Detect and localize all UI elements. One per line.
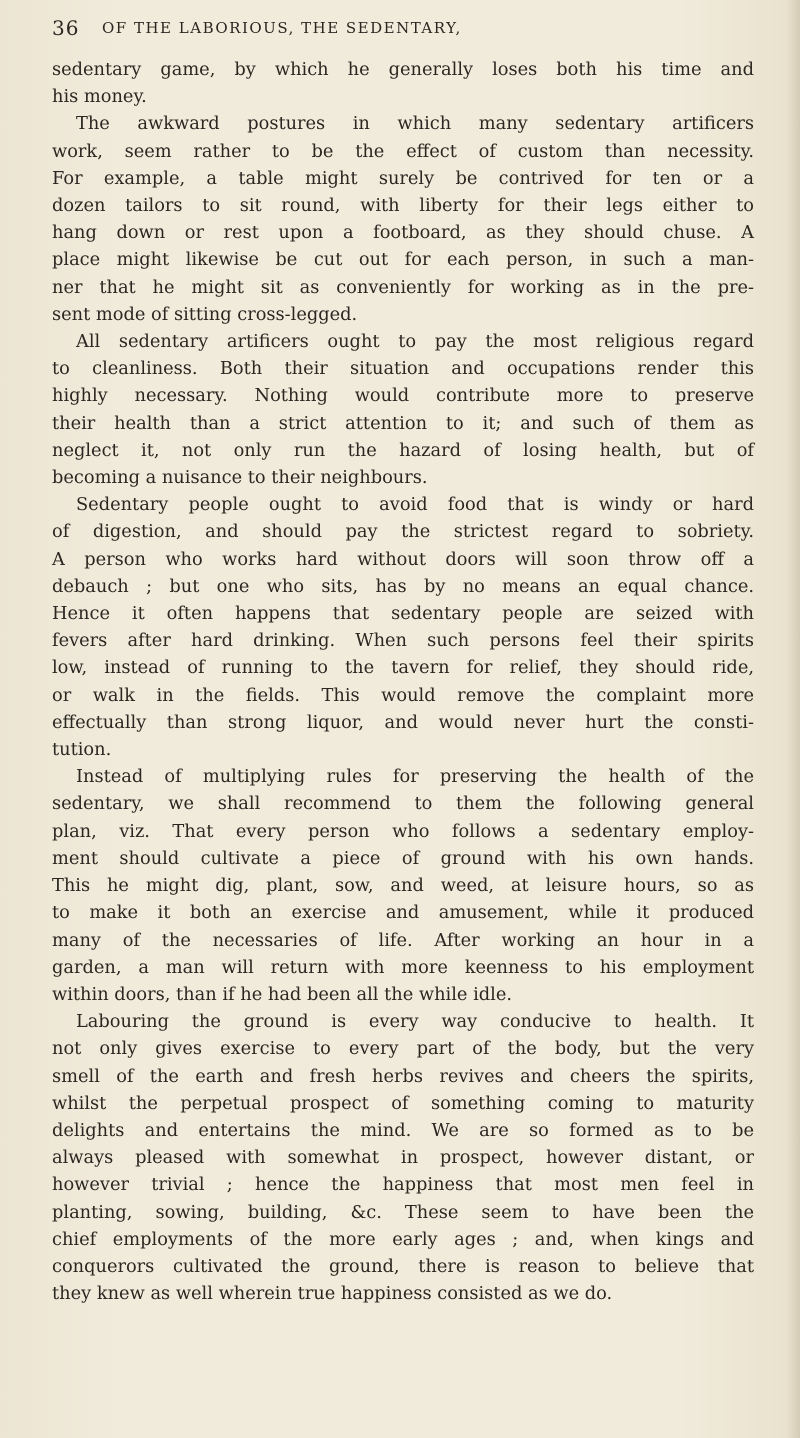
text-line: Hence it often happens that sedentary people are seized with [52, 603, 754, 625]
text-line: The awkward postures in which many sedentary artificers [76, 113, 754, 135]
text-line: always pleased with somewhat in prospect, however distant, or [52, 1147, 754, 1169]
text-line: smell of the earth and fresh herbs revives and cheers the spirits, [52, 1065, 754, 1087]
text-line: neglect it, not only run the hazard of losing health, but of [52, 439, 754, 461]
text-line: sent mode of sitting cross-legged. [52, 303, 358, 325]
text-line: chief employments of the more early ages ; and, when kings and [52, 1228, 754, 1250]
text-line: however trivial ; hence the happiness that most men feel in [52, 1174, 754, 1196]
text-line: Sedentary people ought to avoid food that is windy or hard [76, 494, 754, 516]
text-line: highly necessary. Nothing would contribute more to preserve [52, 385, 754, 407]
text-line: planting, sowing, building, &c. These seem to have been the [52, 1201, 754, 1223]
text-line: plan, viz. That every person who follows a sedentary employ- [52, 820, 754, 842]
text-line: their health than a strict attention to it; and such of them as [52, 412, 754, 434]
text-line: whilst the perpetual prospect of something coming to maturity [52, 1092, 754, 1114]
text-line: becoming a nuisance to their neighbours. [52, 467, 428, 489]
text-line: ment should cultivate a piece of ground with his own hands. [52, 847, 754, 869]
text-line: tution. [52, 739, 112, 761]
page-edge-shadow [786, 0, 800, 1438]
text-line: work, seem rather to be the effect of custom than necessity. [52, 140, 754, 162]
text-line: fevers after hard drinking. When such persons feel their spirits [52, 630, 754, 652]
page-number: 36 [52, 16, 80, 40]
text-line: ner that he might sit as conveniently for working as in the pre- [52, 276, 754, 298]
text-line: delights and entertains the mind. We are so formed as to be [52, 1119, 754, 1141]
text-line: This he might dig, plant, sow, and weed, at leisure hours, so as [52, 875, 754, 897]
text-line: within doors, than if he had been all the while idle. [52, 983, 513, 1005]
text-line: effectually than strong liquor, and would never hurt the consti- [52, 711, 754, 733]
text-line: to cleanliness. Both their situation and occupations render this [52, 358, 754, 380]
text-line: of digestion, and should pay the strictest regard to sobriety. [52, 521, 754, 543]
text-line: to make it both an exercise and amusement, while it produced [52, 902, 754, 924]
text-line: or walk in the fields. This would remove the complaint more [52, 684, 754, 706]
text-line: sedentary game, by which he generally loses both his time and [52, 59, 754, 80]
text-line: garden, a man will return with more keenness to his employment [52, 956, 754, 978]
text-line: place might likewise be cut out for each person, in such a man- [52, 249, 754, 271]
text-line: Instead of multiplying rules for preserving the health of the [76, 766, 754, 788]
text-line: sedentary, we shall recommend to them the following general [52, 793, 754, 815]
text-line: they knew as well wherein true happiness consisted as we do. [52, 1283, 613, 1305]
text-line: All sedentary artificers ought to pay the most religious regard [76, 331, 754, 353]
text-line: dozen tailors to sit round, with liberty for their legs either to [52, 195, 754, 217]
text-line: not only gives exercise to every part of the body, but the very [52, 1038, 754, 1060]
text-line: A person who works hard without doors will soon throw off a [52, 548, 754, 570]
text-line: his money. [52, 86, 147, 108]
text-line: debauch ; but one who sits, has by no means an equal chance. [52, 575, 754, 597]
text-line: Labouring the ground is every way conducive to health. It [76, 1011, 754, 1033]
text-line: many of the necessaries of life. After working an hour in a [52, 929, 754, 951]
text-line: low, instead of running to the tavern for relief, they should ride, [52, 657, 754, 679]
running-title: OF THE LABORIOUS, THE SEDENTARY, [102, 19, 462, 37]
text-line: conquerors cultivated the ground, there is reason to believe that [52, 1255, 754, 1277]
body-text [52, 56, 754, 1307]
text-line: For example, a table might surely be contrived for ten or a [52, 167, 754, 189]
text-line: hang down or rest upon a footboard, as they should chuse. A [52, 222, 754, 244]
running-head [52, 16, 752, 46]
